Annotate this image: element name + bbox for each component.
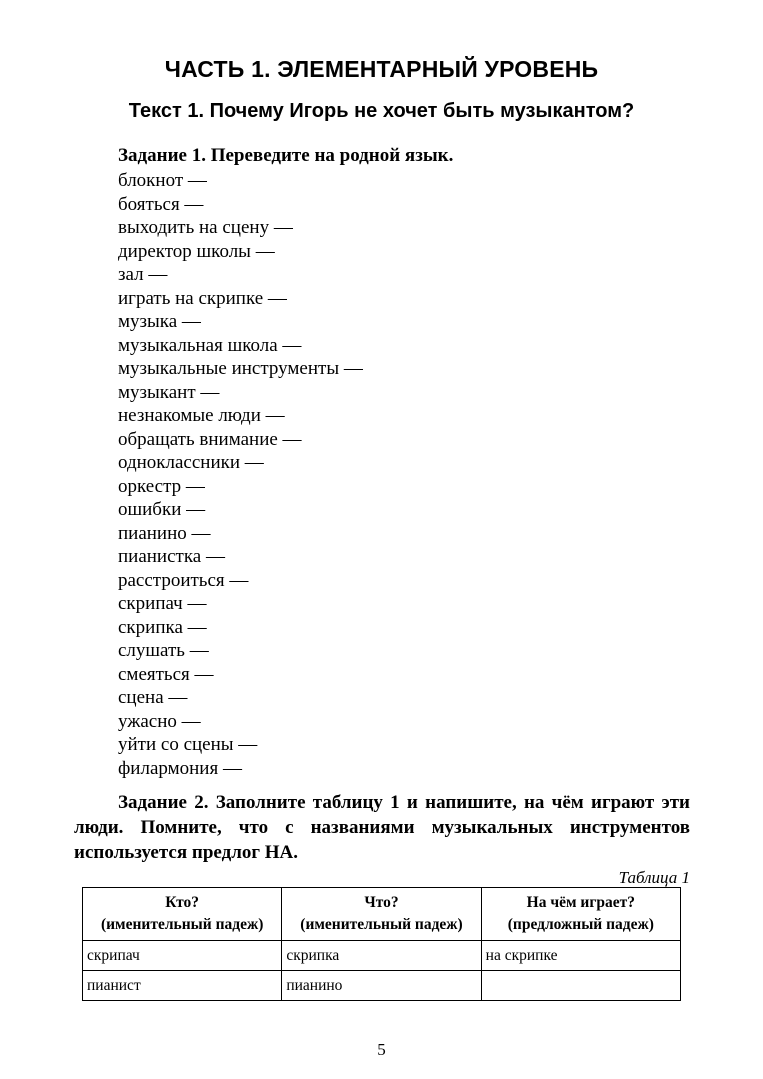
vocabulary-item: ошибки — [118,499,206,520]
vocabulary-item: музыкальные инструменты — [118,358,363,379]
vocabulary-item: музыкант — [118,381,220,403]
vocabulary-item: расстроиться — [118,569,249,591]
header-line: Что? [364,894,399,911]
vocabulary-item: скрипка — [118,616,207,638]
vocabulary-item: сцена — [118,687,188,708]
vocabulary-item: музыкальная школа — [118,334,302,356]
vocabulary-item: скрипач — [118,593,207,614]
table-cell-empty [481,971,680,1001]
vocabulary-list [118,169,363,780]
vocabulary-item: незнакомые люди — [118,405,285,426]
table-cell: пианино [282,971,481,1001]
table-cell: скрипач [83,941,282,971]
vocabulary-item: уйти со сцены — [118,734,258,755]
task2-instructions: Задание 2. Заполните таблицу 1 и напишите, на чём играют эти люди. Помните, что с названиями музыкальных инструментов используется предлог НА. [74,792,690,863]
vocabulary-item: музыка — [118,311,201,332]
vocabulary-item: оркестр — [118,475,205,497]
table-header-row [83,888,681,941]
part-title: ЧАСТЬ 1. ЭЛЕМЕНТАРНЫЙ УРОВЕНЬ [164,56,599,82]
page-number: 5 [377,1040,386,1059]
table-row [83,971,681,1001]
instruments-table [82,887,681,1001]
vocabulary-item: бояться — [118,193,204,215]
header-plays-on [481,888,680,941]
vocabulary-item: директор школы — [118,240,275,262]
header-line: (предложный падеж) [507,916,654,933]
vocabulary-item: одноклассники — [118,452,264,473]
vocabulary-item: пианистка — [118,546,225,567]
header-line: (именительный падеж) [100,916,264,933]
table-cell: пианист [83,971,282,1001]
vocabulary-item: филармония — [118,757,242,779]
vocabulary-item: зал — [118,264,168,285]
vocabulary-item: слушать — [118,640,209,661]
vocabulary-item: играть на скрипке — [118,287,287,309]
text-title: Текст 1. Почему Игорь не хочет быть музыкантом? [128,100,635,122]
vocabulary-item: ужасно — [118,710,201,732]
table-caption: Таблица 1 [618,868,690,887]
vocabulary-item: обращать внимание — [118,428,302,450]
vocabulary-item: блокнот — [118,170,207,191]
header-who [83,888,282,941]
header-line: Кто? [165,894,200,911]
table-cell: скрипка [282,941,481,971]
vocabulary-item: смеяться — [118,663,214,685]
header-line: На чём играет? [526,894,635,911]
vocabulary-item: выходить на сцену — [118,217,293,238]
table-row [83,941,681,971]
vocabulary-item: пианино — [118,522,211,544]
header-line: (именительный падеж) [300,916,463,933]
table-cell: на скрипке [481,941,680,971]
task1-heading: Задание 1. Переведите на родной язык. [118,145,454,166]
header-what [282,888,481,941]
